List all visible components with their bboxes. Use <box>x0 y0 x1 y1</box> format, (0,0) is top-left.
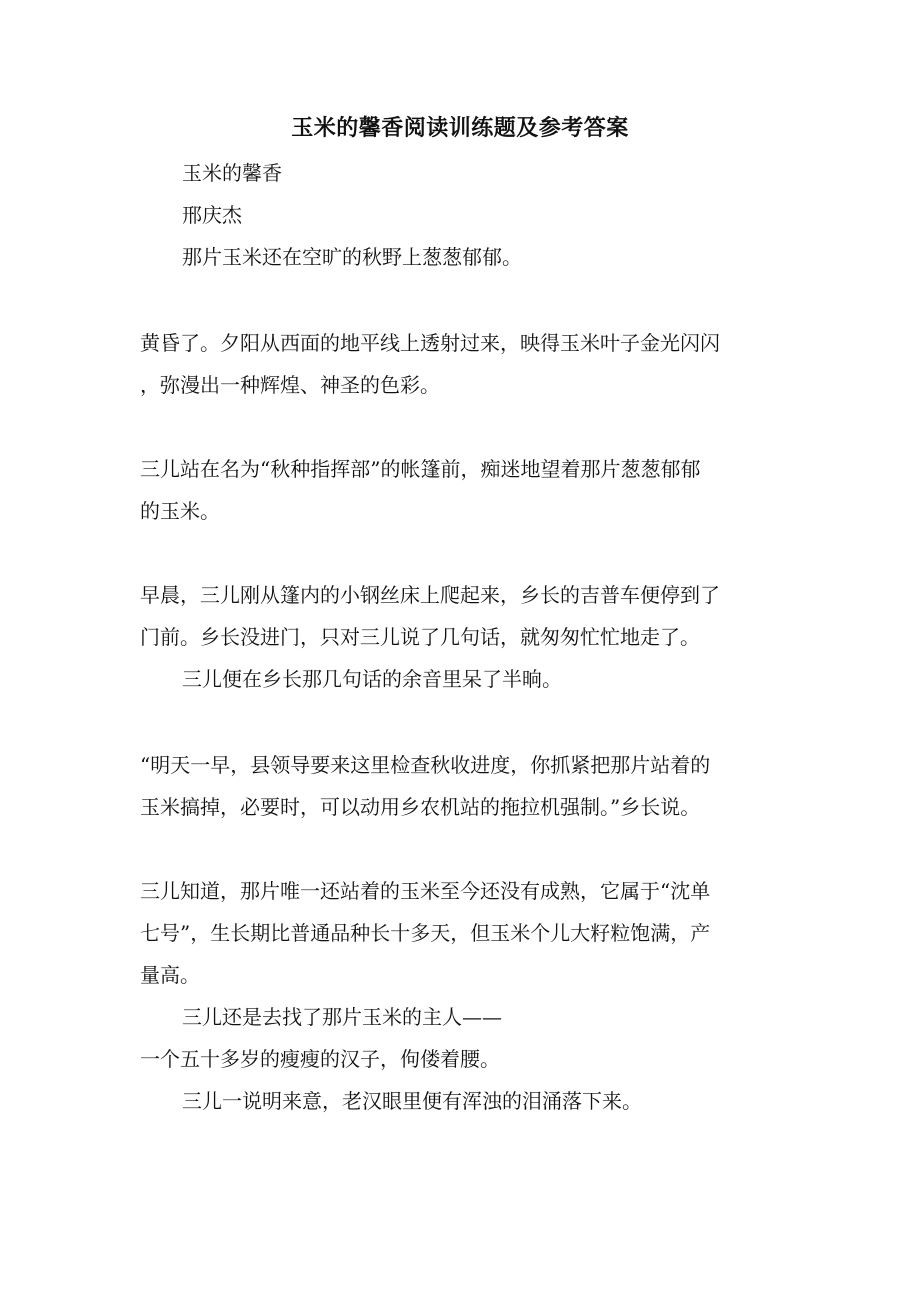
story-title <box>182 152 832 194</box>
paragraph <box>182 658 832 700</box>
text-line: 七号”，生长期比普通品种长十多天，但玉米个儿大籽粒饱满，产 <box>140 921 711 945</box>
paragraph <box>182 236 832 278</box>
text-line: 一个五十多岁的瘦瘦的汉子，佝偻着腰。 <box>140 1047 500 1071</box>
text-line: 门前。乡长没进门，只对三儿说了几句话，就匆匆忙忙地走了。 <box>140 625 700 649</box>
text-line: 三儿知道，那片唯一还站着的玉米至今还没有成熟，它属于“沈单 <box>140 879 711 903</box>
text-line: 量高。 <box>140 963 200 987</box>
text-line: 三儿站在名为“秋种指挥部”的帐篷前，痴迷地望着那片葱葱郁郁 <box>140 457 701 481</box>
text-line: 黄昏了。夕阳从西面的地平线上透射过来，映得玉米叶子金光闪闪 <box>140 331 720 355</box>
text-line: “明天一早，县领导要来这里检查秋收进度，你抓紧把那片站着的 <box>140 753 711 777</box>
text-line: 早晨，三儿刚从篷内的小钢丝床上爬起来，乡长的吉普车便停到了 <box>140 583 720 607</box>
text-line: 三儿一说明来意，老汉眼里便有浑浊的泪涌落下来。 <box>182 1089 642 1113</box>
text-line: 的玉米。 <box>140 499 220 523</box>
text-line: 三儿还是去找了那片玉米的主人—— <box>182 1005 502 1029</box>
paragraph <box>140 574 790 658</box>
text-line: 那片玉米还在空旷的秋野上葱葱郁郁。 <box>182 245 522 269</box>
paragraph <box>182 1080 832 1122</box>
text-line: 玉米搞掉，必要时，可以动用乡农机站的拖拉机强制。”乡长说。 <box>140 795 701 819</box>
paragraph <box>140 1038 790 1080</box>
paragraph <box>182 996 832 1038</box>
text-line: 邢庆杰 <box>182 203 242 227</box>
text-line: ，弥漫出一种辉煌、神圣的色彩。 <box>140 373 440 397</box>
document-title: 玉米的馨香阅读训练题及参考答案 <box>291 115 629 141</box>
paragraph <box>140 448 790 532</box>
author-name <box>182 194 832 236</box>
paragraph <box>140 744 790 828</box>
paragraph <box>140 870 790 996</box>
paragraph <box>140 322 790 406</box>
text-line: 玉米的馨香 <box>182 161 282 185</box>
text-line: 三儿便在乡长那几句话的余音里呆了半晌。 <box>182 667 562 691</box>
